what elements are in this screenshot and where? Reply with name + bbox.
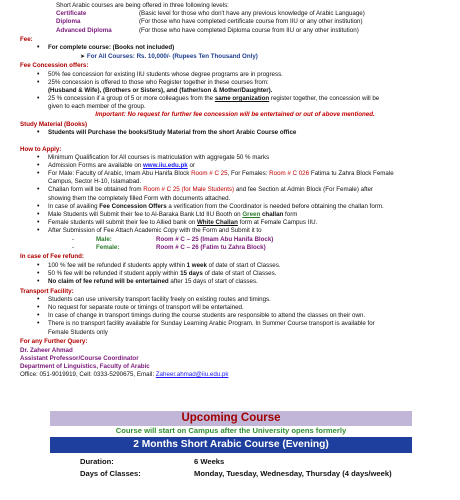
course-name-banner: 2 Months Short Arabic Course (Evening) bbox=[50, 437, 412, 453]
days-value: Monday, Tuesday, Wednesday, Thursday (4 days/week) bbox=[194, 469, 392, 478]
apply-item: • Minimum Qualification for All courses is matriculation with aggregate 50 % marks bbox=[48, 154, 450, 162]
study-material-list bbox=[20, 129, 450, 137]
course-details bbox=[80, 456, 450, 480]
text-underlined: same organization bbox=[214, 95, 270, 103]
upcoming-course-banner: Upcoming Course bbox=[50, 411, 412, 426]
apply-item bbox=[48, 211, 450, 219]
coordinator-title: Assistant Professor/Course Coordinator bbox=[20, 354, 139, 362]
concession-item: • 50% fee concession for existing IIU students whose degree programs are in progress. bbox=[48, 71, 450, 79]
apply-item: • After Submission of Fee Attach Academic Copy with the Form and Submit it to bbox=[48, 227, 450, 235]
female-label: Female: bbox=[96, 243, 120, 251]
level-row-certificate bbox=[20, 10, 450, 18]
query-heading: For any Further Query: bbox=[20, 338, 88, 346]
challan-room: Room # C 25 (for Male Students) bbox=[143, 186, 235, 194]
text-bold: White Challan bbox=[196, 219, 238, 227]
concession-item-line bbox=[48, 95, 450, 103]
text: and fee Section at Admin Block (For Female) after bbox=[235, 186, 374, 194]
submit-male-row bbox=[20, 236, 450, 244]
apply-item-line: Campus, Sector H-10, Islamabad. bbox=[48, 178, 142, 186]
website-link[interactable]: www.iiu.edu.pk bbox=[142, 161, 188, 169]
transport-heading: Transport Facility: bbox=[20, 287, 74, 295]
submit-female-row bbox=[20, 244, 450, 252]
refund-list bbox=[20, 262, 450, 287]
study-material-heading: Study Material (Books) bbox=[20, 121, 88, 129]
coordinator-name: Dr. Zaheer Ahmad bbox=[20, 346, 73, 354]
study-material-item: • Students will Purchase the books/Study Material from the short Arabic Course office bbox=[48, 129, 450, 137]
apply-item bbox=[48, 162, 450, 170]
arrow-icon: ➤ bbox=[80, 52, 86, 60]
concession-item bbox=[48, 79, 450, 95]
male-room: Room # C 25 bbox=[191, 170, 228, 178]
levels-intro: Short Arabic courses are being offered in three following levels: bbox=[56, 2, 229, 9]
level-desc: (Basic level for those who don't have any previous knowledge of Arabic Language) bbox=[139, 10, 365, 18]
apply-item bbox=[48, 186, 450, 202]
refund-item bbox=[48, 270, 450, 278]
brochure-body bbox=[20, 2, 450, 379]
apply-heading: How to Apply: bbox=[20, 145, 62, 153]
fee-heading: Fee: bbox=[20, 36, 33, 44]
text: For Male: Faculty of Arabic, Imam Abu Hanifa Block bbox=[48, 170, 190, 178]
text: In case of availing bbox=[48, 202, 98, 210]
text: form bbox=[285, 211, 298, 218]
apply-item-line bbox=[48, 186, 450, 194]
dash: - bbox=[72, 235, 75, 243]
important-note: Important: No request for further fee concession will be entertained or out of above mentioned. bbox=[95, 111, 375, 119]
transport-item: • No request for separate route or timings of transport will be entertained. bbox=[48, 304, 450, 312]
text: Male Students will Submit their fee to Al-Baraka Bank Ltd IIU Booth on bbox=[48, 211, 241, 218]
male-room-value: Room # C – 25 (Imam Abu Hanifa Block) bbox=[156, 235, 274, 243]
text: Female students will submit their fee to Allied bank on bbox=[48, 219, 196, 227]
text: 25 % concession if a group of 5 or more colleagues from the bbox=[48, 95, 214, 103]
concession-item bbox=[48, 95, 450, 111]
fee-list bbox=[20, 44, 450, 52]
email-link[interactable]: Zaheer.ahmad@iiu.edu.pk bbox=[155, 371, 229, 379]
text: a verification from the Coordinator is needed before obtaining the challan form. bbox=[168, 202, 384, 210]
fee-complete-course: • For complete course: (Books not included) bbox=[48, 44, 450, 52]
contact-phones: Office: 051-9019919, Cell: 0333-5290675, Email: bbox=[20, 371, 155, 379]
days-label: Days of Classes: bbox=[80, 469, 141, 478]
fee-all-courses bbox=[20, 53, 450, 61]
upcoming-course-subtitle: Course will start on Campus after the University opens formerly bbox=[50, 426, 412, 436]
duration-row bbox=[80, 456, 450, 468]
concession-item-line: given to each member of the group. bbox=[48, 103, 146, 111]
concession-list bbox=[20, 71, 450, 112]
level-name: Diploma bbox=[56, 18, 81, 26]
text: or bbox=[189, 161, 195, 169]
dash: - bbox=[72, 243, 75, 251]
text-bold: 1 week bbox=[186, 261, 207, 269]
text: Challan form will be obtained from bbox=[48, 186, 142, 194]
transport-item-line: • There is no transport facility available for Sunday Learning Arabic Program. In Summer Course transport is available for bbox=[48, 320, 375, 328]
level-desc: (For those who have completed Diploma course from IIU or any other institution) bbox=[139, 26, 359, 34]
level-row-advanced-diploma bbox=[20, 27, 450, 35]
level-row-diploma bbox=[20, 18, 450, 26]
transport-item: • Students can use university transport facility freely on existing routes and timings. bbox=[48, 296, 450, 304]
female-room: Room # C 026 bbox=[269, 170, 310, 178]
text: register together, the concession will be bbox=[270, 95, 380, 103]
text-bold: challan bbox=[261, 211, 284, 218]
text: form at Female Campus IIU. bbox=[239, 219, 318, 227]
text-bold: No claim of fee refund will be entertained bbox=[48, 278, 169, 285]
contact-line bbox=[20, 371, 450, 379]
fee-all-courses-label: For All Courses: bbox=[86, 52, 135, 60]
transport-item-line: Female Students only bbox=[48, 328, 108, 336]
duration-label: Duration: bbox=[80, 457, 114, 466]
text: of date of start of Classes. bbox=[208, 261, 281, 269]
text-bold: Fee Concession Offers bbox=[99, 202, 167, 210]
text: of date of start of Classes. bbox=[204, 269, 277, 277]
text: 50 % fee will be refunded if student apply within bbox=[48, 269, 179, 277]
male-label: Male: bbox=[96, 235, 112, 243]
concession-heading: Fee Concession offers: bbox=[20, 62, 89, 70]
text: Admission Forms are available on bbox=[48, 161, 142, 169]
level-name: Advanced Diploma bbox=[56, 26, 112, 34]
fee-all-courses-value: Rs. 10,000/- (Rupees Ten Thousand Only) bbox=[136, 52, 258, 60]
text-green: Green bbox=[242, 211, 261, 218]
apply-item bbox=[48, 203, 450, 211]
apply-item bbox=[48, 219, 450, 227]
text: 100 % fee will be refunded if students apply within bbox=[48, 261, 185, 269]
refund-item bbox=[48, 278, 450, 286]
duration-value: 6 Weeks bbox=[194, 457, 225, 466]
female-room-value: Room # C – 26 (Fatim tu Zahra Block) bbox=[156, 243, 266, 251]
coordinator-dept: Department of Linguistics, Faculty of Arabic bbox=[20, 362, 150, 370]
level-name: Certificate bbox=[56, 10, 87, 18]
apply-item-line bbox=[48, 170, 450, 178]
level-desc: (For those who have completed certificate course from IIU or any other institution) bbox=[139, 18, 363, 26]
apply-item bbox=[48, 170, 450, 186]
transport-list bbox=[20, 296, 450, 337]
refund-item bbox=[48, 262, 450, 270]
apply-list bbox=[20, 154, 450, 236]
refund-heading: In case of Fee refund: bbox=[20, 253, 84, 261]
text: after 15 days of start of classes. bbox=[170, 278, 258, 285]
transport-item: • In case of change in transport timings during the course students are responsible to attend the classes on their own. bbox=[48, 312, 450, 320]
concession-item-line: • 25% concession is offered to those who Register together in these courses from: bbox=[48, 78, 269, 86]
days-row bbox=[80, 468, 450, 480]
transport-item bbox=[48, 320, 450, 336]
concession-item-line: (Husband & Wife), (Brothers or Sisters), and (father/son & Mother/Daughter). bbox=[48, 86, 273, 94]
apply-item-line: showing them the completely filled Form with documents attached. bbox=[48, 194, 231, 202]
text-bold: 15 days bbox=[180, 269, 203, 277]
text: , For Females: bbox=[227, 170, 268, 178]
text: Fatima tu Zahra Block Female bbox=[310, 170, 394, 178]
